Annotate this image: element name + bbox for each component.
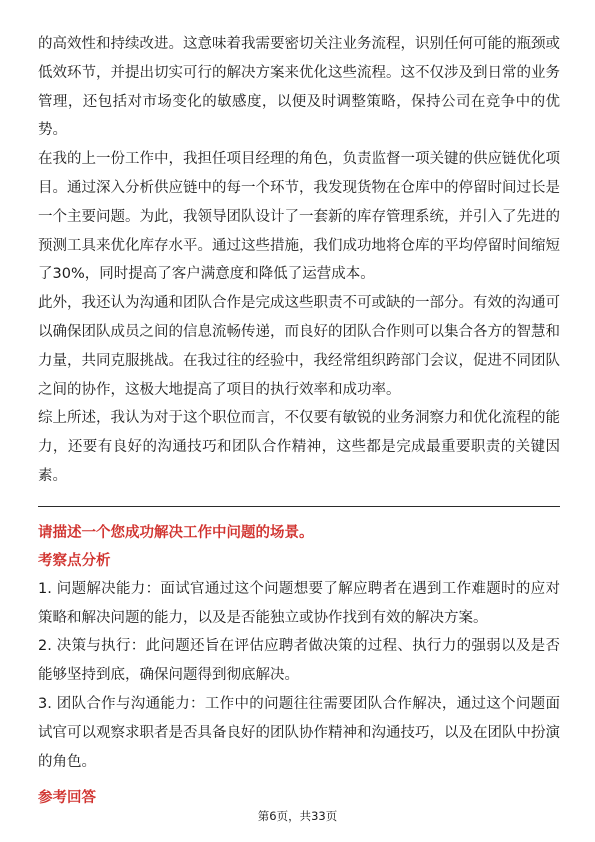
interview-question: 请描述一个您成功解决工作中问题的场景。	[38, 524, 314, 541]
analysis-heading: 考察点分析	[38, 552, 111, 569]
section-divider	[38, 506, 560, 507]
document-page	[38, 30, 560, 812]
analysis-item-1: 1. 问题解决能力：面试官通过这个问题想要了解应聘者在遇到工作难题时的应对策略和解决问题的能力，以及是否能独立或协作找到有效的解决方案。	[38, 580, 560, 626]
reference-answer-heading: 参考回答	[38, 790, 96, 807]
body-paragraph-3: 此外，我还认为沟通和团队合作是完成这些职责不可或缺的一部分。有效的沟通可以确保团队成员之间的信息流畅传递，而良好的团队合作则可以集合各方的智慧和力量，共同克服挑战。在我过往的经验中，我经常组织跨部门会议，促进不同团队之间的协作，这极大地提高了项目的执行效率和成功率。	[38, 295, 560, 398]
body-paragraph-4: 综上所述，我认为对于这个职位而言，不仅要有敏锐的业务洞察力和优化流程的能力，还要有良好的沟通技巧和团队合作精神，这些都是完成最重要职责的关键因素。	[38, 410, 560, 484]
body-paragraph-1: 的高效性和持续改进。这意味着我需要密切关注业务流程，识别任何可能的瓶颈或低效环节，并提出切实可行的解决方案来优化这些流程。这不仅涉及到日常的业务管理，还包括对市场变化的敏感度，以便及时调整策略，保持公司在竞争中的优势。	[38, 36, 560, 139]
analysis-item-2: 2. 决策与执行：此问题还旨在评估应聘者做决策的过程、执行力的强弱以及是否能够坚持到底，确保问题得到彻底解决。	[38, 638, 560, 684]
analysis-item-3: 3. 团队合作与沟通能力：工作中的问题往往需要团队合作解决，通过这个问题面试官可以观察求职者是否具备良好的团队协作精神和沟通技巧，以及在团队中扮演的角色。	[38, 695, 560, 770]
page-number-footer: 第6页，共33页	[257, 809, 338, 823]
body-paragraph-2: 在我的上一份工作中，我担任项目经理的角色，负责监督一项关键的供应链优化项目。通过深入分析供应链中的每一个环节，我发现货物在仓库中的停留时间过长是一个主要问题。为此，我领导团队设计了一套新的库存管理系统，并引入了先进的预测工具来优化库存水平。通过这些措施，我们成功地将仓库的平均停留时间缩短了30%，同时提高了客户满意度和降低了运营成本。	[38, 151, 560, 283]
